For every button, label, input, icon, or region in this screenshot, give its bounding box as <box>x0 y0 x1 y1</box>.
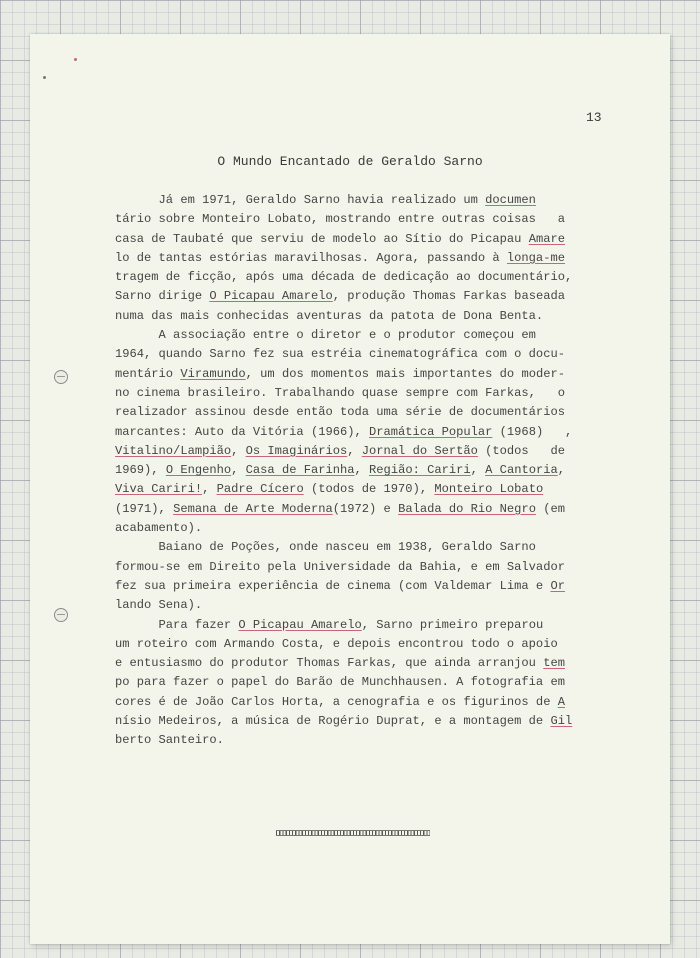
text-line: fez sua primeira experiência de cinema (com Valdemar Lima e Or <box>115 578 565 593</box>
text-line: acabamento). <box>115 521 203 536</box>
text-line: lo de tantas estórias maravilhosas. Agora, passando à longa-me <box>115 250 565 265</box>
text-line: Viva Cariri!, Padre Cícero (todos de 1970), Monteiro Lobato <box>115 482 544 497</box>
text-line: Baiano de Poções, onde nasceu em 1938, Geraldo Sarno <box>115 540 536 555</box>
text-line: marcantes: Auto da Vitória (1966), Dramática Popular (1968) , <box>115 424 573 439</box>
text-line: Para fazer O Picapau Amarelo, Sarno primeiro preparou <box>115 617 544 632</box>
text-line: Já em 1971, Geraldo Sarno havia realizado um documen <box>115 193 536 207</box>
text-line: formou-se em Direito pela Universidade da Bahia, e em Salvador <box>115 559 565 574</box>
text-line: no cinema brasileiro. Trabalhando quase sempre com Farkas, o <box>115 385 565 400</box>
body-text <box>115 191 605 751</box>
text-line: Vitalino/Lampião, Os Imaginários, Jornal do Sertão (todos de <box>115 443 565 458</box>
text-line: 1969), O Engenho, Casa de Farinha, Região: Cariri, A Cantoria, <box>115 463 566 478</box>
punch-hole <box>54 608 68 622</box>
text-line: mentário Viramundo, um dos momentos mais importantes do moder- <box>115 366 565 381</box>
ink-dot <box>43 76 46 79</box>
text-line: tário sobre Monteiro Lobato, mostrando entre outras coisas a <box>115 212 565 227</box>
text-line: realizador assinou desde então toda uma série de documentários <box>115 405 565 420</box>
page-number: 13 <box>586 110 602 125</box>
text-line: tragem de ficção, após uma década de dedicação ao documentário, <box>115 270 573 285</box>
text-line: po para fazer o papel do Barão de Munchhausen. A fotografia em <box>115 675 565 690</box>
text-line: cores é de João Carlos Horta, a cenografia e os figurinos de A <box>115 694 565 709</box>
document-page <box>30 34 670 944</box>
text-line: Sarno dirige O Picapau Amarelo, produção Thomas Farkas baseada <box>115 289 565 304</box>
text-line: numa das mais conhecidas aventuras da patota de Dona Benta. <box>115 308 544 323</box>
text-line: casa de Taubaté que serviu de modelo ao Sítio do Picapau Amare <box>115 231 565 246</box>
punch-hole <box>54 370 68 384</box>
page-title: O Mundo Encantado de Geraldo Sarno <box>217 154 483 169</box>
text-line: nísio Medeiros, a música de Rogério Duprat, e a montagem de Gil <box>115 714 573 729</box>
text-line: (1971), Semana de Arte Moderna(1972) e Balada do Rio Negro (em <box>115 501 565 516</box>
text-line: um roteiro com Armando Costa, e depois encontrou todo o apoio <box>115 636 558 651</box>
ink-dot <box>74 58 77 61</box>
text-line: e entusiasmo do produtor Thomas Farkas, que ainda arranjou tem <box>115 656 565 671</box>
text-line: berto Santeiro. <box>115 733 224 748</box>
text-line: 1964, quando Sarno fez sua estréia cinematográfica com o docu- <box>115 347 565 362</box>
text-line: A associação entre o diretor e o produtor começou em <box>115 328 536 343</box>
closing-divider <box>276 830 430 836</box>
text-line: lando Sena). <box>115 598 203 613</box>
